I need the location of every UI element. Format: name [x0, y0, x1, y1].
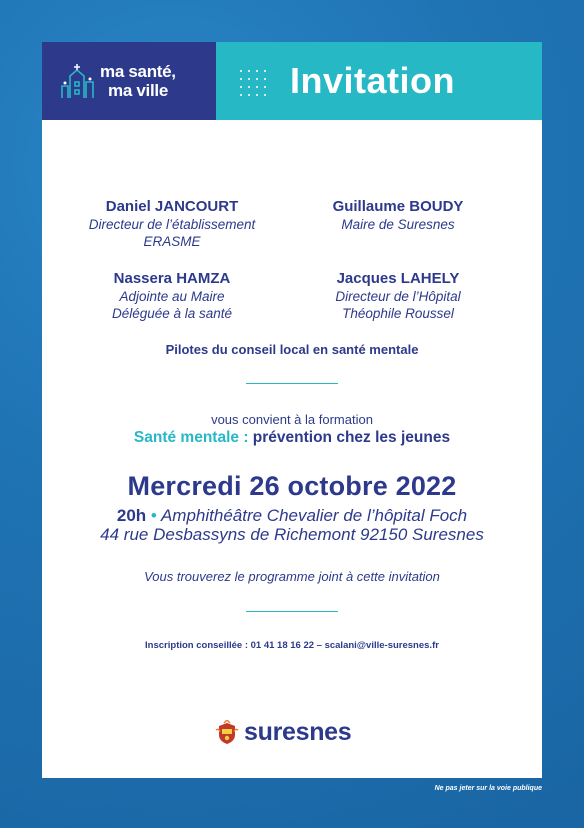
- formation-topic: Santé mentale :: [133, 429, 249, 446]
- suresnes-brand: [214, 718, 352, 750]
- event-place: [42, 506, 542, 526]
- programme-note: Vous trouverez le programme joint à cette invitation: [144, 569, 440, 584]
- formation-title: [42, 429, 542, 447]
- pilotes-caption: Pilotes du conseil local en santé mentale: [165, 342, 419, 357]
- host-guillaume-boudy: [288, 198, 508, 233]
- host-role: Directeur de l’établissement: [88, 217, 256, 232]
- title-panel: [216, 42, 542, 120]
- event-venue: Amphithéâtre Chevalier de l’hôpital Foch: [160, 506, 468, 525]
- divider: [246, 611, 338, 612]
- convient-text: vous convient à la formation: [211, 412, 373, 427]
- event-date: Mercredi 26 octobre 2022: [127, 471, 457, 501]
- event-address: 44 rue Desbassyns de Richemont 92150 Suresnes: [100, 525, 484, 544]
- host-role: Adjointe au Maire: [119, 289, 225, 304]
- host-role-2: ERASME: [143, 234, 201, 249]
- event-hour: 20h: [116, 506, 147, 525]
- host-name: Nassera HAMZA: [113, 270, 231, 287]
- invitation-title: Invitation: [290, 60, 455, 101]
- logo-text: [100, 62, 176, 100]
- formation-subtitle: prévention chez les jeunes: [252, 429, 451, 446]
- host-role-2: Déléguée à la santé: [111, 306, 233, 321]
- invitation-card: [42, 42, 542, 778]
- host-name: Daniel JANCOURT: [105, 198, 239, 215]
- host-role: Directeur de l’Hôpital: [335, 289, 461, 304]
- inscription-contact: Inscription conseillée : 01 41 18 16 22 – scalani@ville-suresnes.fr: [145, 640, 439, 651]
- coat-of-arms-icon: [214, 720, 240, 746]
- logo-panel: [42, 42, 216, 120]
- host-role: Maire de Suresnes: [341, 217, 455, 232]
- city-logo-icon: [60, 62, 96, 100]
- logo-line1: ma santé,: [100, 62, 176, 81]
- disposal-notice: Ne pas jeter sur la voie publique: [434, 785, 542, 792]
- host-role-2: Théophile Roussel: [342, 306, 454, 321]
- bullet-separator: •: [150, 506, 157, 525]
- dot-grid-icon: [238, 68, 268, 98]
- host-jacques-lahely: [288, 270, 508, 322]
- logo-line2: ma ville: [108, 81, 168, 100]
- host-nassera-hamza: [62, 270, 282, 322]
- host-name: Guillaume BOUDY: [332, 198, 464, 215]
- brand-name: suresnes: [244, 718, 352, 746]
- divider: [246, 383, 338, 384]
- host-name: Jacques LAHELY: [336, 270, 460, 287]
- host-daniel-jancourt: [62, 198, 282, 250]
